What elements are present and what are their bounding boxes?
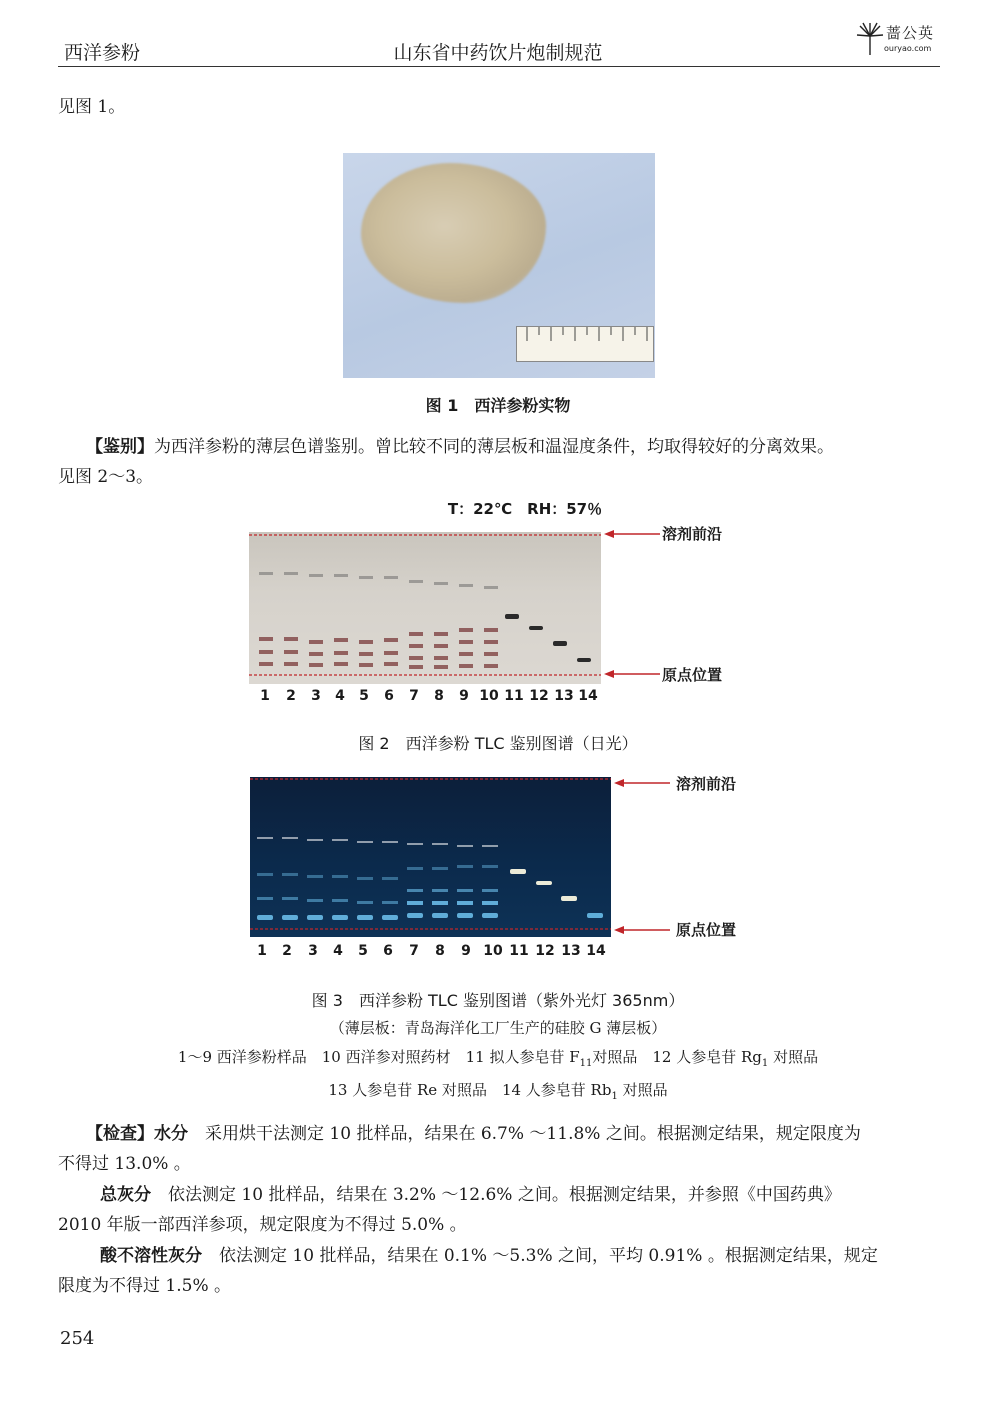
figure3-lane-numbers (0, 943, 996, 963)
lane-legend-line-1 (0, 1046, 996, 1069)
dandelion-icon (856, 22, 884, 56)
figure1-photo (343, 153, 655, 378)
powder-pile (361, 163, 546, 303)
lane-number: 13 (561, 943, 581, 959)
identify-text-2: 见图 2～3。 (58, 467, 154, 487)
logo-url: ouryao.com (884, 44, 932, 53)
lane-number: 10 (479, 688, 499, 704)
figure2-origin-arrow (604, 666, 664, 682)
water-text-2: 不得过 13.0% 。 (58, 1154, 191, 1174)
header-rule (58, 66, 940, 67)
ash-text: 依法测定 10 批样品，结果在 3.2% ～12.6% 之间。根据测定结果，并参照《中国药典》 (151, 1185, 841, 1205)
legend-text: 对照品 12 人参皂苷 Rg (592, 1048, 762, 1066)
lane-number: 1 (257, 943, 267, 959)
check-water-paragraph (58, 1119, 943, 1149)
figure2-caption: 图 2 西洋参粉 TLC 鉴别图谱（日光） (358, 734, 638, 753)
legend-subscript: 11 (579, 1058, 593, 1069)
legend-subscript: 1 (611, 1091, 618, 1102)
lane-number: 7 (409, 688, 419, 704)
lane-number: 14 (586, 943, 606, 959)
lane-number: 11 (509, 943, 529, 959)
ruler (516, 326, 654, 362)
legend-text: 对照品 (768, 1048, 819, 1066)
lane-number: 11 (504, 688, 524, 704)
identify-text: 为西洋参粉的薄层色谱鉴别。曾比较不同的薄层板和温湿度条件，均取得较好的分离效果。 (154, 437, 834, 457)
lane-number: 14 (578, 688, 598, 704)
lane-number: 9 (459, 688, 469, 704)
header-book-title: 山东省中药饮片炮制规范 (393, 42, 603, 64)
figure3-front-label: 溶剂前沿 (676, 775, 737, 793)
identify-paragraph (58, 432, 943, 462)
lane-number: 8 (435, 943, 445, 959)
figure3-bands (250, 777, 611, 937)
lane-number: 6 (384, 688, 394, 704)
lane-number: 3 (311, 688, 321, 704)
lane-number: 5 (359, 688, 369, 704)
water-text: 采用烘干法测定 10 批样品，结果在 6.7% ～11.8% 之间。根据测定结果，规定限度为 (188, 1124, 861, 1144)
lane-legend-line-2 (0, 1079, 996, 1102)
acid-text: 依法测定 10 批样品，结果在 0.1% ～5.3% 之间，平均 0.91% 。根据测定结果，规定 (202, 1246, 878, 1266)
figure2-lane-numbers (0, 688, 996, 708)
figure3-front-arrow (614, 775, 674, 791)
check-title: 【检查】 (86, 1124, 154, 1144)
figure1-caption: 图 1 西洋参粉实物 (425, 396, 571, 415)
figure2-origin-label: 原点位置 (662, 666, 723, 684)
identify-title: 【鉴别】 (86, 437, 154, 457)
lane-number: 1 (260, 688, 270, 704)
figure3-origin-label: 原点位置 (676, 921, 737, 939)
plate-note: （薄层板：青岛海洋化工厂生产的硅胶 G 薄层板） (329, 1019, 667, 1037)
legend-text: 1～9 西洋参粉样品 10 西洋参对照药材 11 拟人参皂苷 F (177, 1048, 580, 1066)
ruler-ticks (517, 327, 653, 361)
logo-text: 蔷公英 (886, 24, 935, 42)
lane-number: 12 (529, 688, 549, 704)
lane-number: 3 (308, 943, 318, 959)
figure3-caption: 图 3 西洋参粉 TLC 鉴别图谱（紫外光灯 365nm） (311, 991, 685, 1010)
lane-number: 2 (282, 943, 292, 959)
acid-title: 酸不溶性灰分 (100, 1246, 202, 1266)
check-acid-paragraph (58, 1241, 943, 1271)
figure3-origin-arrow (614, 922, 674, 938)
lane-number: 8 (434, 688, 444, 704)
check-ash-paragraph (58, 1180, 943, 1210)
lane-number: 10 (483, 943, 503, 959)
figure2-tlc-plate (249, 532, 601, 684)
intro-line: 见图 1。 (58, 97, 126, 117)
figure3-tlc-plate (250, 777, 611, 937)
ash-text-2: 2010 年版一部西洋参项，规定限度为不得过 5.0% 。 (58, 1215, 467, 1235)
legend-text: 13 人参皂苷 Re 对照品 14 人参皂苷 Rb (328, 1081, 612, 1099)
ash-title: 总灰分 (100, 1185, 151, 1205)
lane-number: 12 (535, 943, 555, 959)
figure2-conditions: T：22℃ RH：57％ (447, 500, 603, 518)
figure2-front-label: 溶剂前沿 (662, 525, 723, 543)
site-logo (856, 20, 940, 60)
water-title: 水分 (154, 1124, 188, 1144)
legend-text: 对照品 (617, 1081, 668, 1099)
lane-number: 4 (333, 943, 343, 959)
page-number: 254 (60, 1328, 95, 1349)
acid-text-2: 限度为不得过 1.5% 。 (58, 1276, 231, 1296)
lane-number: 13 (554, 688, 574, 704)
lane-number: 9 (461, 943, 471, 959)
header-section-title: 西洋参粉 (64, 42, 141, 64)
lane-number: 4 (335, 688, 345, 704)
lane-number: 2 (286, 688, 296, 704)
legend-subscript: 1 (761, 1058, 769, 1069)
lane-number: 6 (383, 943, 393, 959)
figure2-bands (249, 532, 601, 684)
figure2-front-arrow (604, 526, 664, 542)
lane-number: 7 (409, 943, 419, 959)
lane-number: 5 (358, 943, 368, 959)
